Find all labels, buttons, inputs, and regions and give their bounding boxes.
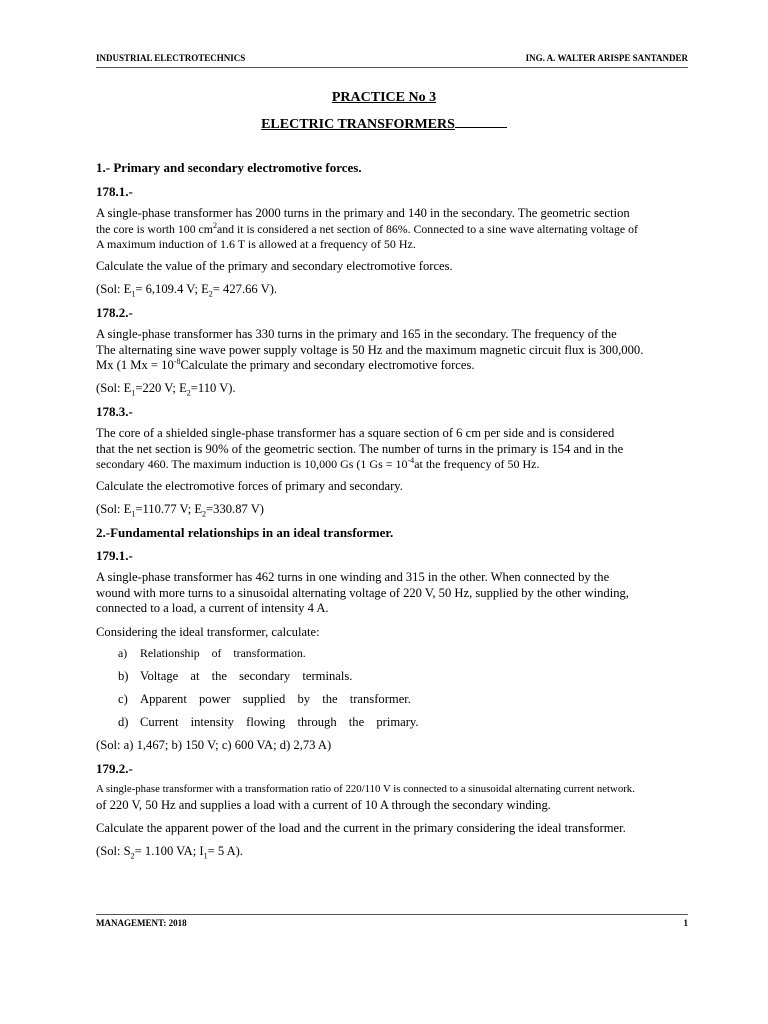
- text-line: [96, 457, 678, 473]
- list-marker: a): [118, 646, 128, 660]
- superscript: 2: [212, 220, 217, 230]
- text-span: (Sol: S: [96, 844, 131, 858]
- list-item-text: Current intensity flowing through the primary.: [140, 715, 419, 729]
- text-line: A single-phase transformer has 2000 turns in the primary and 140 in the secondary. The geometric section: [96, 206, 630, 220]
- list-marker: d): [118, 715, 129, 729]
- problem-178-2-solution: [96, 381, 678, 397]
- problem-178-1-text: [96, 206, 678, 253]
- problem-178-3-calc: Calculate the electromotive forces of primary and secondary.: [96, 479, 403, 493]
- problem-178-1-calc: Calculate the value of the primary and secondary electromotive forces.: [96, 259, 453, 273]
- problem-178-1-solution: [96, 282, 678, 298]
- list-item: [118, 692, 411, 707]
- header-course: INDUSTRIAL ELECTROTECHNICS: [96, 53, 246, 63]
- problem-number-179-2: 179.2.-: [96, 761, 133, 776]
- problem-179-1-solution: (Sol: a) 1,467; b) 150 V; c) 600 VA; d) 2,73 A): [96, 738, 332, 752]
- list-item: [118, 669, 352, 684]
- text-span: Mx (1 Mx = 10: [96, 358, 174, 372]
- text-span: Calculate the primary and secondary electromotive forces.: [180, 358, 475, 372]
- problem-number-179-1: 179.1.-: [96, 548, 133, 563]
- text-line: [96, 222, 678, 238]
- problem-number-178-2: 178.2.-: [96, 305, 133, 320]
- text-line: connected to a load, a current of intensity 4 A.: [96, 601, 329, 615]
- superscript: -8: [173, 356, 181, 366]
- page-header: [96, 53, 688, 65]
- problem-179-2-line2: of 220 V, 50 Hz and supplies a load with a current of 10 A through the secondary winding.: [96, 798, 551, 812]
- problem-178-3-text: [96, 426, 678, 473]
- text-span: =220 V; E: [135, 381, 187, 395]
- text-line: The alternating sine wave power supply voltage is 50 Hz and the maximum magnetic circuit flux is 300,000.: [96, 342, 644, 357]
- problem-179-1-consider: Considering the ideal transformer, calculate:: [96, 625, 320, 639]
- subscript: 2: [186, 388, 191, 398]
- text-line: A maximum induction of 1.6 T is allowed at a frequency of 50 Hz.: [96, 237, 416, 251]
- list-marker: c): [118, 692, 128, 706]
- document-title: [0, 115, 768, 133]
- list-marker: b): [118, 669, 129, 683]
- list-item-text: Voltage at the secondary terminals.: [140, 669, 353, 683]
- subscript: 2: [202, 509, 207, 519]
- list-item: [118, 646, 306, 661]
- text-span: = 1.100 VA; I: [134, 844, 204, 858]
- text-span: and it is considered a net section of 86%. Connected to a sine wave alternating voltage of: [216, 221, 638, 236]
- problem-178-3-solution: [96, 502, 678, 518]
- subscript: 1: [131, 509, 136, 519]
- list-item: [118, 715, 419, 730]
- subscript: 2: [208, 289, 213, 299]
- problem-179-1-text: [96, 570, 678, 617]
- problem-179-2-solution: [96, 844, 678, 860]
- text-span: =110.77 V; E: [135, 502, 203, 516]
- text-span: =330.87 V): [206, 502, 264, 516]
- text-line: that the net section is 90% of the geometric section. The number of turns in the primary is 154 and in the: [96, 441, 624, 456]
- text-line: A single-phase transformer has 330 turns in the primary and 165 in the secondary. The frequency of the: [96, 327, 617, 341]
- subscript: 1: [203, 851, 208, 861]
- practice-title: PRACTICE No 3: [331, 90, 437, 105]
- text-span: = 6,109.4 V; E: [135, 282, 209, 296]
- text-span: at the frequency of 50 Hz.: [414, 457, 540, 471]
- footer-management: MANAGEMENT: 2018: [96, 918, 187, 928]
- subscript: 1: [131, 289, 136, 299]
- subscript: 1: [131, 388, 136, 398]
- text-span: the core is worth 100 cm: [96, 221, 213, 236]
- text-line: [96, 358, 678, 374]
- text-span: = 427.66 V).: [212, 282, 278, 296]
- list-item-text: Relationship of transformation.: [140, 646, 306, 660]
- text-line: wound with more turns to a sinusoidal alternating voltage of 220 V, 50 Hz, supplied by the other winding,: [96, 585, 629, 600]
- text-line: The core of a shielded single-phase transformer has a square section of 6 cm per side and is considered: [96, 426, 615, 440]
- text-span: =110 V).: [190, 381, 236, 395]
- problem-179-2-line1: A single-phase transformer with a transformation ratio of 220/110 V is connected to a sinusoidal alternating current network.: [96, 783, 635, 795]
- text-span: = 5 A).: [207, 844, 244, 858]
- text-span: (Sol: E: [96, 502, 132, 516]
- subscript: 2: [130, 851, 135, 861]
- document-title-text: ELECTRIC TRANSFORMERS: [261, 117, 455, 132]
- text-line: A single-phase transformer has 462 turns in one winding and 315 in the other. When connected by the: [96, 570, 610, 584]
- problem-number-178-1: 178.1.-: [96, 184, 133, 199]
- header-author: ING. A. WALTER ARISPE SANTANDER: [525, 53, 688, 63]
- text-span: (Sol: E: [96, 282, 132, 296]
- list-item-text: Apparent power supplied by the transformer.: [140, 692, 411, 706]
- section-heading-2: 2.-Fundamental relationships in an ideal transformer.: [96, 525, 394, 540]
- problem-number-178-3: 178.3.-: [96, 404, 133, 419]
- text-span: (Sol: E: [96, 381, 132, 395]
- page-number: 1: [683, 918, 688, 928]
- footer-divider: [96, 914, 688, 915]
- title-underline-tail: [455, 115, 507, 128]
- header-divider: [96, 67, 688, 68]
- problem-179-2-calc: Calculate the apparent power of the load and the current in the primary considering the ideal transformer.: [96, 821, 626, 835]
- text-span: secondary 460. The maximum induction is 10,000 Gs (1 Gs = 10: [96, 457, 408, 471]
- problem-178-2-text: [96, 327, 678, 374]
- section-heading-1: 1.- Primary and secondary electromotive forces.: [96, 160, 362, 175]
- superscript: -4: [407, 456, 415, 465]
